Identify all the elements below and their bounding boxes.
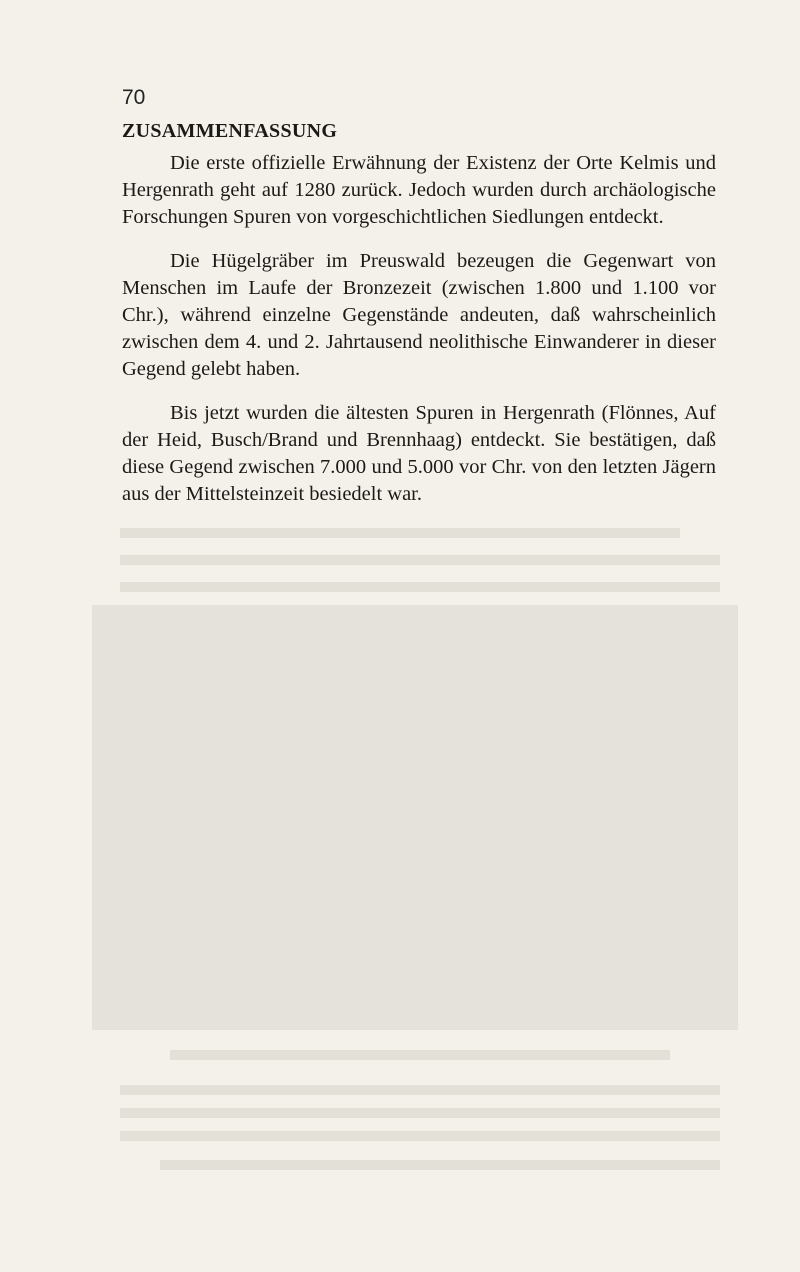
- show-through-line: [120, 555, 720, 565]
- summary-text: [122, 150, 716, 524]
- section-heading: ZUSAMMENFASSUNG: [122, 120, 338, 142]
- show-through-photo: [92, 605, 738, 1030]
- show-through-line: [120, 582, 720, 592]
- show-through-line: [170, 1050, 670, 1060]
- show-through-line: [120, 528, 680, 538]
- paragraph: Die erste offizielle Erwähnung der Existenz der Orte Kelmis und Hergenrath geht auf 1280 zurück. Jedoch wurden durch archäologische Forschungen Spuren von vorgeschichtlichen Siedlungen entdeckt.: [122, 152, 716, 229]
- show-through-line: [120, 1131, 720, 1141]
- page-number: 70: [122, 86, 146, 109]
- paragraph: Bis jetzt wurden die ältesten Spuren in Hergenrath (Flönnes, Auf der Heid, Busch/Brand und Brennhaag) entdeckt. Sie bestätigen, daß diese Gegend zwischen 7.000 und 5.000 vor Chr. von den letzten Jägern aus der Mittelsteinzeit besiedelt war.: [122, 401, 716, 506]
- show-through-line: [120, 1085, 720, 1095]
- paragraph: Die Hügelgräber im Preuswald bezeugen die Gegenwart von Menschen im Laufe der Bronzezeit (zwischen 1.800 und 1.100 vor Chr.), während einzelne Gegenstände andeuten, daß wahrscheinlich zwischen dem 4. und 2. Jahrtausend neolithische Einwanderer in dieser Gegend gelebt haben.: [122, 249, 716, 381]
- show-through-line: [120, 1108, 720, 1118]
- show-through-line: [160, 1160, 720, 1170]
